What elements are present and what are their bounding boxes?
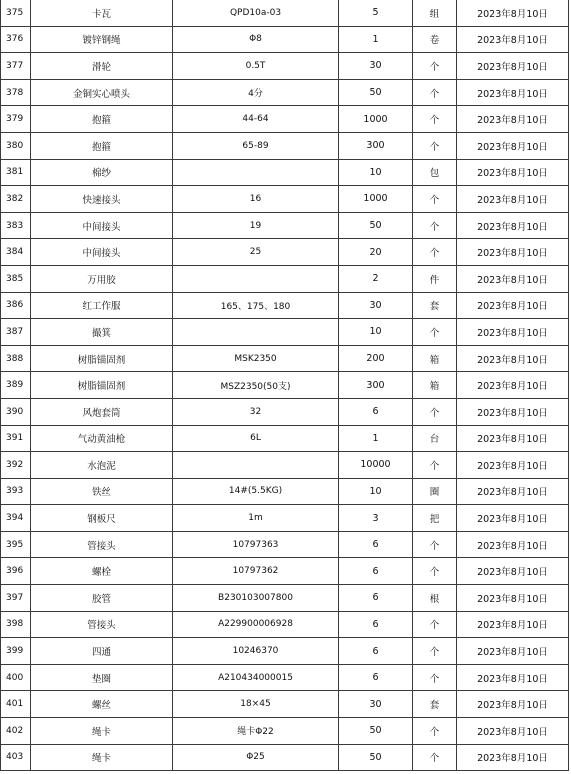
item-quantity: 50 xyxy=(339,212,413,239)
item-quantity: 6 xyxy=(339,664,413,691)
item-spec: 19 xyxy=(173,212,339,239)
item-spec xyxy=(173,265,339,292)
item-name: 中间接头 xyxy=(31,212,173,239)
table-row xyxy=(1,611,569,638)
item-name: 镀锌钢绳 xyxy=(31,26,173,53)
item-date: 2023年8月10日 xyxy=(457,319,569,346)
item-name: 气动黄油枪 xyxy=(31,425,173,452)
row-number: 383 xyxy=(1,212,31,239)
table-row xyxy=(1,558,569,585)
item-date: 2023年8月10日 xyxy=(457,664,569,691)
item-quantity: 30 xyxy=(339,53,413,80)
item-spec: 1m xyxy=(173,505,339,532)
item-spec: 65-89 xyxy=(173,132,339,159)
item-spec: 14#(5.5KG) xyxy=(173,478,339,505)
row-number: 401 xyxy=(1,691,31,718)
item-spec: Φ8 xyxy=(173,26,339,53)
item-quantity: 6 xyxy=(339,585,413,612)
item-date: 2023年8月10日 xyxy=(457,159,569,186)
item-name: 金铜实心喷头 xyxy=(31,79,173,106)
row-number: 375 xyxy=(1,0,31,26)
item-unit: 包 xyxy=(413,159,457,186)
item-name: 树脂锚固剂 xyxy=(31,372,173,399)
table-row xyxy=(1,718,569,745)
table-row xyxy=(1,0,569,26)
item-date: 2023年8月10日 xyxy=(457,239,569,266)
table-row xyxy=(1,425,569,452)
item-unit: 卷 xyxy=(413,26,457,53)
item-unit: 把 xyxy=(413,505,457,532)
item-name: 螺栓 xyxy=(31,558,173,585)
table-row xyxy=(1,372,569,399)
item-date: 2023年8月10日 xyxy=(457,345,569,372)
table-row xyxy=(1,505,569,532)
table-row xyxy=(1,26,569,53)
item-date: 2023年8月10日 xyxy=(457,691,569,718)
item-unit: 个 xyxy=(413,212,457,239)
item-quantity: 10 xyxy=(339,159,413,186)
item-quantity: 6 xyxy=(339,611,413,638)
item-quantity: 5 xyxy=(339,0,413,26)
row-number: 392 xyxy=(1,452,31,479)
item-spec: 10797363 xyxy=(173,531,339,558)
table-row xyxy=(1,452,569,479)
item-quantity: 1 xyxy=(339,26,413,53)
row-number: 382 xyxy=(1,186,31,213)
item-name: 绳卡 xyxy=(31,744,173,771)
item-unit: 个 xyxy=(413,79,457,106)
item-name: 胶管 xyxy=(31,585,173,612)
item-name: 滑轮 xyxy=(31,53,173,80)
item-quantity: 50 xyxy=(339,744,413,771)
item-spec: MSK2350 xyxy=(173,345,339,372)
item-quantity: 10 xyxy=(339,319,413,346)
row-number: 393 xyxy=(1,478,31,505)
item-unit: 台 xyxy=(413,425,457,452)
row-number: 384 xyxy=(1,239,31,266)
item-name: 中间接头 xyxy=(31,239,173,266)
item-date: 2023年8月10日 xyxy=(457,186,569,213)
item-quantity: 30 xyxy=(339,292,413,319)
item-unit: 个 xyxy=(413,398,457,425)
item-date: 2023年8月10日 xyxy=(457,132,569,159)
inventory-table-body xyxy=(1,0,569,771)
table-row xyxy=(1,664,569,691)
item-unit: 根 xyxy=(413,585,457,612)
item-name: 钢板尺 xyxy=(31,505,173,532)
item-date: 2023年8月10日 xyxy=(457,79,569,106)
row-number: 381 xyxy=(1,159,31,186)
item-spec: 10246370 xyxy=(173,638,339,665)
item-unit: 个 xyxy=(413,744,457,771)
row-number: 386 xyxy=(1,292,31,319)
item-spec: 绳卡Φ22 xyxy=(173,718,339,745)
item-unit: 个 xyxy=(413,611,457,638)
item-name: 管接头 xyxy=(31,611,173,638)
item-unit: 箱 xyxy=(413,372,457,399)
item-spec: 165、175、180 xyxy=(173,292,339,319)
item-name: 红工作服 xyxy=(31,292,173,319)
item-date: 2023年8月10日 xyxy=(457,292,569,319)
item-name: 水泡泥 xyxy=(31,452,173,479)
item-date: 2023年8月10日 xyxy=(457,452,569,479)
row-number: 390 xyxy=(1,398,31,425)
item-date: 2023年8月10日 xyxy=(457,265,569,292)
table-row xyxy=(1,744,569,771)
table-row xyxy=(1,53,569,80)
row-number: 395 xyxy=(1,531,31,558)
item-date: 2023年8月10日 xyxy=(457,478,569,505)
item-spec: 4分 xyxy=(173,79,339,106)
item-quantity: 2 xyxy=(339,265,413,292)
row-number: 378 xyxy=(1,79,31,106)
item-quantity: 300 xyxy=(339,132,413,159)
item-spec: QPD10a-03 xyxy=(173,0,339,26)
row-number: 402 xyxy=(1,718,31,745)
item-spec: Φ25 xyxy=(173,744,339,771)
row-number: 389 xyxy=(1,372,31,399)
item-spec xyxy=(173,452,339,479)
item-date: 2023年8月10日 xyxy=(457,611,569,638)
item-quantity: 30 xyxy=(339,691,413,718)
row-number: 399 xyxy=(1,638,31,665)
item-spec: 32 xyxy=(173,398,339,425)
item-quantity: 1000 xyxy=(339,186,413,213)
row-number: 394 xyxy=(1,505,31,532)
item-name: 卡瓦 xyxy=(31,0,173,26)
item-quantity: 6 xyxy=(339,638,413,665)
row-number: 388 xyxy=(1,345,31,372)
item-spec: 18×45 xyxy=(173,691,339,718)
item-quantity: 1 xyxy=(339,425,413,452)
item-spec: 44-64 xyxy=(173,106,339,133)
item-date: 2023年8月10日 xyxy=(457,53,569,80)
item-quantity: 1000 xyxy=(339,106,413,133)
row-number: 377 xyxy=(1,53,31,80)
item-name: 棉纱 xyxy=(31,159,173,186)
item-date: 2023年8月10日 xyxy=(457,0,569,26)
row-number: 379 xyxy=(1,106,31,133)
table-row xyxy=(1,265,569,292)
row-number: 396 xyxy=(1,558,31,585)
item-quantity: 6 xyxy=(339,558,413,585)
item-unit: 个 xyxy=(413,186,457,213)
item-name: 快速接头 xyxy=(31,186,173,213)
table-row xyxy=(1,159,569,186)
row-number: 385 xyxy=(1,265,31,292)
item-name: 铁丝 xyxy=(31,478,173,505)
item-date: 2023年8月10日 xyxy=(457,718,569,745)
item-name: 撮箕 xyxy=(31,319,173,346)
item-unit: 个 xyxy=(413,132,457,159)
item-unit: 个 xyxy=(413,558,457,585)
table-row xyxy=(1,132,569,159)
item-date: 2023年8月10日 xyxy=(457,212,569,239)
item-unit: 个 xyxy=(413,452,457,479)
item-spec: B230103007800 xyxy=(173,585,339,612)
table-row xyxy=(1,212,569,239)
table-row xyxy=(1,239,569,266)
item-name: 树脂锚固剂 xyxy=(31,345,173,372)
item-unit: 个 xyxy=(413,638,457,665)
row-number: 391 xyxy=(1,425,31,452)
item-date: 2023年8月10日 xyxy=(457,398,569,425)
item-name: 风炮套筒 xyxy=(31,398,173,425)
item-unit: 个 xyxy=(413,531,457,558)
item-date: 2023年8月10日 xyxy=(457,744,569,771)
item-unit: 个 xyxy=(413,319,457,346)
item-unit: 个 xyxy=(413,664,457,691)
item-spec: 25 xyxy=(173,239,339,266)
table-row xyxy=(1,79,569,106)
item-spec: 16 xyxy=(173,186,339,213)
item-unit: 套 xyxy=(413,691,457,718)
item-name: 绳卡 xyxy=(31,718,173,745)
table-row xyxy=(1,345,569,372)
table-row xyxy=(1,691,569,718)
item-spec: A210434000015 xyxy=(173,664,339,691)
item-name: 管接头 xyxy=(31,531,173,558)
item-date: 2023年8月10日 xyxy=(457,585,569,612)
row-number: 380 xyxy=(1,132,31,159)
item-unit: 件 xyxy=(413,265,457,292)
item-name: 抱箍 xyxy=(31,106,173,133)
item-unit: 套 xyxy=(413,292,457,319)
row-number: 397 xyxy=(1,585,31,612)
table-row xyxy=(1,638,569,665)
item-name: 螺丝 xyxy=(31,691,173,718)
item-date: 2023年8月10日 xyxy=(457,425,569,452)
item-quantity: 6 xyxy=(339,531,413,558)
item-unit: 个 xyxy=(413,239,457,266)
item-date: 2023年8月10日 xyxy=(457,558,569,585)
item-date: 2023年8月10日 xyxy=(457,372,569,399)
item-name: 垫圈 xyxy=(31,664,173,691)
item-date: 2023年8月10日 xyxy=(457,106,569,133)
table-row xyxy=(1,319,569,346)
item-quantity: 6 xyxy=(339,398,413,425)
item-spec: A229900006928 xyxy=(173,611,339,638)
item-unit: 箱 xyxy=(413,345,457,372)
table-row xyxy=(1,186,569,213)
item-date: 2023年8月10日 xyxy=(457,638,569,665)
item-spec xyxy=(173,319,339,346)
row-number: 387 xyxy=(1,319,31,346)
row-number: 403 xyxy=(1,744,31,771)
item-unit: 个 xyxy=(413,106,457,133)
table-row xyxy=(1,531,569,558)
item-name: 万用胶 xyxy=(31,265,173,292)
item-quantity: 200 xyxy=(339,345,413,372)
row-number: 398 xyxy=(1,611,31,638)
item-spec: 0.5T xyxy=(173,53,339,80)
item-unit: 个 xyxy=(413,718,457,745)
table-row xyxy=(1,585,569,612)
item-quantity: 10000 xyxy=(339,452,413,479)
item-quantity: 300 xyxy=(339,372,413,399)
item-spec: MSZ2350(50支) xyxy=(173,372,339,399)
item-unit: 组 xyxy=(413,0,457,26)
table-row xyxy=(1,106,569,133)
item-unit: 圈 xyxy=(413,478,457,505)
item-name: 四通 xyxy=(31,638,173,665)
item-spec xyxy=(173,159,339,186)
item-spec: 10797362 xyxy=(173,558,339,585)
item-quantity: 50 xyxy=(339,79,413,106)
item-spec: 6L xyxy=(173,425,339,452)
item-quantity: 50 xyxy=(339,718,413,745)
item-date: 2023年8月10日 xyxy=(457,505,569,532)
table-row xyxy=(1,398,569,425)
table-row xyxy=(1,478,569,505)
table-row xyxy=(1,292,569,319)
item-quantity: 3 xyxy=(339,505,413,532)
item-quantity: 10 xyxy=(339,478,413,505)
item-date: 2023年8月10日 xyxy=(457,26,569,53)
row-number: 376 xyxy=(1,26,31,53)
row-number: 400 xyxy=(1,664,31,691)
item-date: 2023年8月10日 xyxy=(457,531,569,558)
item-quantity: 20 xyxy=(339,239,413,266)
item-unit: 个 xyxy=(413,53,457,80)
item-name: 抱箍 xyxy=(31,132,173,159)
